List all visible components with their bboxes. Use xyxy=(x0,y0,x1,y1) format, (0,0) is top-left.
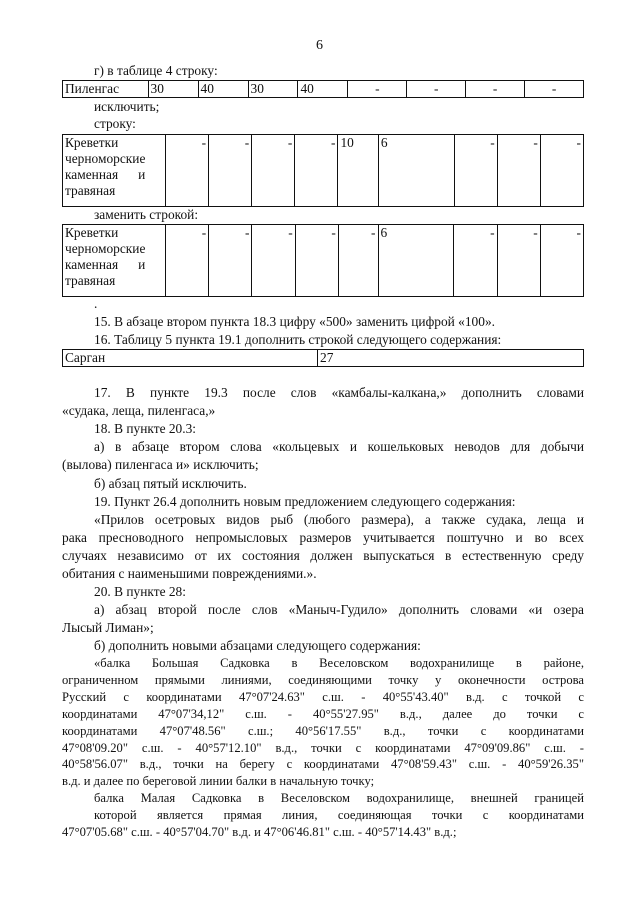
text-line: Русский с координатами 47°07'24.63" с.ш. - 40°55'43.40" в.д. с точкой с xyxy=(62,689,584,704)
shrimp-new-cell: - xyxy=(295,225,338,297)
shrimp-new-cell: - xyxy=(252,225,295,297)
text-line: 19. Пункт 26.4 дополнить новым предложением следующего содержания: xyxy=(94,493,516,509)
table4-shrimp-new-row xyxy=(62,224,584,297)
shrimp-old-cell: - xyxy=(252,135,295,207)
shrimp-name-line: каменная и xyxy=(65,167,146,182)
shrimp-new-cell: - xyxy=(209,225,252,297)
shrimp-new-cell: - xyxy=(454,225,497,297)
shrimp-name-line: черноморские xyxy=(65,241,146,256)
table4-shrimp-old-row xyxy=(62,134,584,207)
text-line: 17. В пункте 19.3 после слов «камбалы-калкана,» дополнить словами xyxy=(94,385,584,400)
table5-cell-name: Сарган xyxy=(63,350,318,367)
text-line: б) абзац пятый исключить. xyxy=(94,475,247,491)
text-line: случаях независимо от их состояния должен выпускаться в естественную среду xyxy=(62,547,584,563)
table4-cell: 40 xyxy=(198,81,248,98)
text-line: 18. В пункте 20.3: xyxy=(94,421,197,437)
text-line: а) абзац второй после слов «Маныч-Гудило» дополнить словами «и озера xyxy=(94,602,584,618)
page-number: 6 xyxy=(316,38,323,53)
shrimp-new-cell: - xyxy=(338,225,378,297)
text-line: в.д. и далее по береговой линии балки в начальную точку; xyxy=(62,774,375,789)
text-line: рака пресноводного непромысловых размеров учитывается поштучно и во всех xyxy=(62,529,584,545)
item-16-text: 16. Таблицу 5 пункта 19.1 дополнить строкой следующего содержания: xyxy=(94,332,502,347)
shrimp-name-line: травяная xyxy=(65,183,116,198)
shrimp-name-line: травяная xyxy=(65,273,116,288)
shrimp-name-line: каменная и xyxy=(65,257,146,272)
shrimp-old-cell: - xyxy=(165,135,208,207)
item-15-text: 15. В абзаце втором пункта 18.3 цифру «500» заменить цифрой «100». xyxy=(94,314,495,329)
shrimp-new-cell: - xyxy=(540,225,583,297)
end-dot: . xyxy=(94,296,98,311)
replace-text: заменить строкой: xyxy=(94,207,199,222)
text-line: которой является прямая линия, соединяющая точки с координатами xyxy=(94,808,584,823)
shrimp-name-line: черноморские xyxy=(65,151,146,166)
shrimp-old-cell: - xyxy=(295,135,338,207)
text-line: координатами 47°07'48.56" с.ш.; 40°56'17.55" в.д., точки с координатами xyxy=(62,723,584,738)
table4-cell: - xyxy=(407,81,466,98)
delete-text: исключить; xyxy=(94,99,160,114)
table4-cell: - xyxy=(466,81,525,98)
table4-row xyxy=(62,80,584,98)
table5-cell-value: 27 xyxy=(318,350,584,367)
text-line: «судака, леща, пиленгаса,» xyxy=(62,403,216,419)
table5-row xyxy=(62,349,584,367)
text-line: ограниченном прямыми линиями, соединяющими точку у оконечности острова xyxy=(62,672,584,687)
shrimp-new-cell: - xyxy=(166,225,209,297)
shrimp-name-cell xyxy=(63,135,166,207)
row-text: строку: xyxy=(94,116,136,131)
table4-cell: 40 xyxy=(298,81,348,98)
text-line: «Прилов осетровых видов рыб (любого размера), а также судака, леща и xyxy=(94,511,584,527)
shrimp-new-cell: - xyxy=(497,225,540,297)
text-line: 47°08'09.20" с.ш. - 40°57'12.10" в.д., точки с координатами 47°09'09.86" с.ш. - xyxy=(62,740,584,755)
text-line: координатами 47°07'34,12" с.ш. - 40°55'27.95" в.д., далее до точки с xyxy=(62,706,584,721)
table4-cell: - xyxy=(525,81,584,98)
text-line: 20. В пункте 28: xyxy=(94,584,186,600)
text-line: (вылова) пиленгаса и» исключить; xyxy=(62,457,259,473)
table4-cell-name: Пиленгас xyxy=(63,81,149,98)
text-line: Лысый Лиман»; xyxy=(62,620,154,636)
shrimp-name-line: Креветки xyxy=(65,135,119,150)
shrimp-old-cell: - xyxy=(454,135,497,207)
table4-cell: 30 xyxy=(248,81,298,98)
text-line: балка Малая Садковка в Веселовском водохранилище, внешней границей xyxy=(94,791,584,806)
shrimp-old-cell: 10 xyxy=(338,135,378,207)
shrimp-old-cell: 6 xyxy=(378,135,454,207)
text-line: а) в абзаце втором слова «кольцевых и кошельковых неводов для добычи xyxy=(94,439,584,455)
table4-cell: - xyxy=(348,81,407,98)
text-line: «балка Большая Садковка в Веселовском водохранилище в районе, xyxy=(94,656,584,670)
text-line: обитания с наименьшими повреждениями.». xyxy=(62,566,317,581)
shrimp-name-line: Креветки xyxy=(65,225,119,240)
text-line: 40°58'56.07" в.д., точки на берегу с координатами 47°08'59.43" с.ш. - 40°59'26.35" xyxy=(62,757,584,772)
shrimp-old-cell: - xyxy=(540,135,583,207)
item-g-text: г) в таблице 4 строку: xyxy=(94,63,218,78)
text-line: б) дополнить новыми абзацами следующего содержания: xyxy=(94,638,421,654)
shrimp-new-cell: 6 xyxy=(378,225,454,297)
table4-cell: 30 xyxy=(148,81,198,98)
text-line: 47°07'05.68" с.ш. - 40°57'04.70" в.д. и 47°06'46.81" с.ш. - 40°57'14.43" в.д.; xyxy=(62,825,457,839)
shrimp-old-cell: - xyxy=(209,135,252,207)
shrimp-name-cell xyxy=(63,225,166,297)
shrimp-old-cell: - xyxy=(497,135,540,207)
